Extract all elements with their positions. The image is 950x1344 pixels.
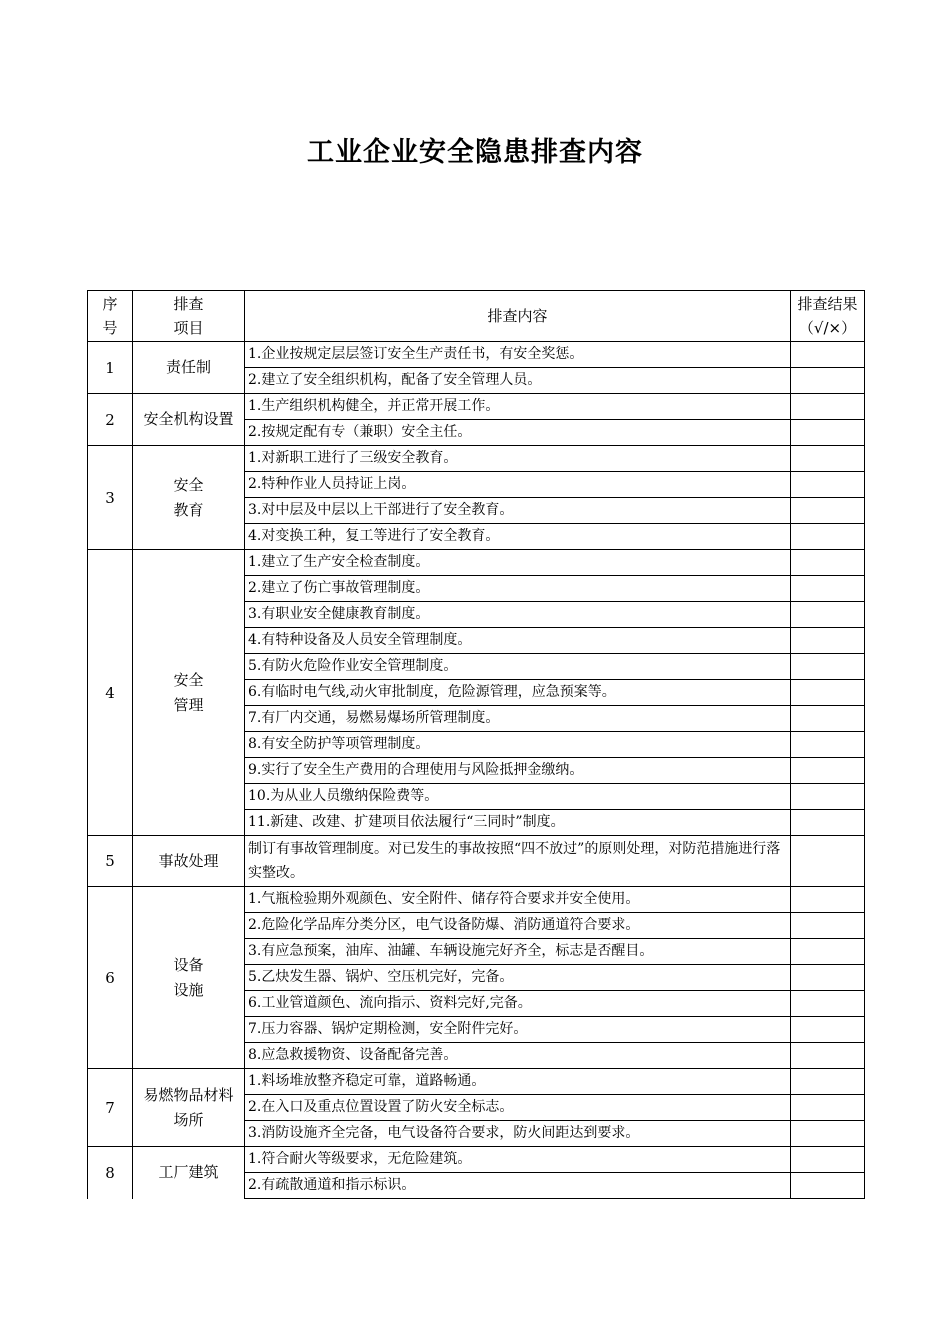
check-content: 2.建立了安全组织机构，配备了安全管理人员。 [245,368,791,394]
section-item-line: 安全 [173,670,204,689]
section-number: 4 [88,550,133,836]
section-number: 5 [88,836,133,887]
check-result-cell[interactable] [791,939,865,965]
check-result-cell[interactable] [791,602,865,628]
section-item-line: 设施 [173,980,204,999]
check-result-cell[interactable] [791,810,865,836]
check-content: 8.应急救援物资、设备配备完善。 [245,1043,791,1069]
check-content: 1.建立了生产安全检查制度。 [245,550,791,576]
header-result-line1: 排查结果 [797,295,858,313]
check-content: 3.消防设施齐全完备，电气设备符合要求，防火间距达到要求。 [245,1121,791,1147]
check-result-cell[interactable] [791,1069,865,1095]
section-item-line: 教育 [173,500,204,519]
section-item-line: 责任制 [165,358,211,376]
section-number: 8 [88,1147,133,1199]
check-result-cell[interactable] [791,472,865,498]
section-item [133,550,245,836]
check-content: 2.建立了伤亡事故管理制度。 [245,576,791,602]
check-result-cell[interactable] [791,524,865,550]
check-content: 6.有临时电气线,动火审批制度，危险源管理，应急预案等。 [245,680,791,706]
check-content: 3.有应急预案，油库、油罐、车辆设施完好齐全，标志是否醒目。 [245,939,791,965]
section-item [133,836,245,887]
check-result-cell[interactable] [791,654,865,680]
section-number: 7 [88,1069,133,1147]
check-result-cell[interactable] [791,913,865,939]
check-content: 2.在入口及重点位置设置了防火安全标志。 [245,1095,791,1121]
table-row [88,836,865,887]
section-item-line: 管理 [173,695,204,714]
header-item [133,291,245,342]
check-content: 7.压力容器、锅炉定期检测，安全附件完好。 [245,1017,791,1043]
check-result-cell[interactable] [791,498,865,524]
section-item [133,342,245,394]
section-item [133,1069,245,1147]
check-result-cell[interactable] [791,680,865,706]
check-content: 5.乙炔发生器、锅炉、空压机完好，完备。 [245,965,791,991]
check-result-cell[interactable] [791,446,865,472]
check-result-cell[interactable] [791,420,865,446]
check-content: 8.有安全防护等项管理制度。 [245,732,791,758]
header-result-line2: （√/×） [798,319,857,337]
check-result-cell[interactable] [791,342,865,368]
section-item-line: 易燃物品材料 [143,1085,234,1104]
section-item-line: 事故处理 [158,851,219,870]
header-seq-line2: 号 [102,319,118,337]
check-result-cell[interactable] [791,784,865,810]
header-seq [88,291,133,342]
check-result-cell[interactable] [791,706,865,732]
check-content: 1.生产组织机构健全，并正常开展工作。 [245,394,791,420]
check-content: 1.企业按规定层层签订安全生产责任书，有安全奖惩。 [245,342,791,368]
inspection-table [87,290,865,1199]
section-item [133,887,245,1069]
check-content: 制订有事故管理制度。对已发生的事故按照“四不放过”的原则处理，对防范措施进行落实整改。 [245,836,791,887]
check-result-cell[interactable] [791,732,865,758]
check-content: 3.有职业安全健康教育制度。 [245,602,791,628]
table-row [88,342,865,368]
section-number: 1 [88,342,133,394]
check-result-cell[interactable] [791,758,865,784]
check-content: 1.料场堆放整齐稳定可靠，道路畅通。 [245,1069,791,1095]
table-row [88,550,865,576]
check-content: 11.新建、改建、扩建项目依法履行“三同时”制度。 [245,810,791,836]
check-result-cell[interactable] [791,1017,865,1043]
check-result-cell[interactable] [791,1043,865,1069]
section-item [133,446,245,550]
table-row [88,446,865,472]
check-result-cell[interactable] [791,1121,865,1147]
check-content: 10.为从业人员缴纳保险费等。 [245,784,791,810]
check-result-cell[interactable] [791,394,865,420]
check-result-cell[interactable] [791,1147,865,1173]
check-result-cell[interactable] [791,576,865,602]
section-number: 2 [88,394,133,446]
table-header-row [88,291,865,342]
check-result-cell[interactable] [791,991,865,1017]
header-item-line2: 项目 [173,319,204,337]
check-content: 3.对中层及中层以上干部进行了安全教育。 [245,498,791,524]
section-item [133,394,245,446]
check-result-cell[interactable] [791,368,865,394]
check-content: 5.有防火危险作业安全管理制度。 [245,654,791,680]
table-body [88,342,865,1199]
section-number: 6 [88,887,133,1069]
check-content: 1.对新职工进行了三级安全教育。 [245,446,791,472]
section-item-line: 安全机构设置 [143,410,234,428]
section-item [133,1147,245,1199]
section-item-line: 设备 [173,955,204,974]
section-item-line: 安全 [173,475,204,494]
check-content: 2.按规定配有专（兼职）安全主任。 [245,420,791,446]
check-result-cell[interactable] [791,836,865,887]
header-result [791,291,865,342]
check-content: 7.有厂内交通，易燃易爆场所管理制度。 [245,706,791,732]
check-result-cell[interactable] [791,887,865,913]
check-content: 1.气瓶检验期外观颜色、安全附件、储存符合要求并安全使用。 [245,887,791,913]
section-item-line: 场所 [173,1110,204,1129]
check-result-cell[interactable] [791,550,865,576]
check-content: 9.实行了安全生产费用的合理使用与风险抵押金缴纳。 [245,758,791,784]
check-content: 1.符合耐火等级要求，无危险建筑。 [245,1147,791,1173]
table-row [88,887,865,913]
check-content: 6.工业管道颜色、流向指示、资料完好,完备。 [245,991,791,1017]
section-number: 3 [88,446,133,550]
check-result-cell[interactable] [791,1173,865,1199]
table-row [88,394,865,420]
check-content: 4.有特种设备及人员安全管理制度。 [245,628,791,654]
check-result-cell[interactable] [791,628,865,654]
header-item-line1: 排查 [173,295,204,313]
header-seq-line1: 序 [102,295,118,313]
check-content: 4.对变换工种，复工等进行了安全教育。 [245,524,791,550]
check-result-cell[interactable] [791,965,865,991]
check-result-cell[interactable] [791,1095,865,1121]
check-content: 2.有疏散通道和指示标识。 [245,1173,791,1199]
check-content: 2.特种作业人员持证上岗。 [245,472,791,498]
table-row [88,1069,865,1095]
header-content: 排查内容 [245,291,791,342]
page-title: 工业企业安全隐患排查内容 [307,137,643,168]
table-row [88,1147,865,1173]
check-content: 2.危险化学品库分类分区，电气设备防爆、消防通道符合要求。 [245,913,791,939]
section-item-line: 工厂建筑 [158,1163,219,1182]
